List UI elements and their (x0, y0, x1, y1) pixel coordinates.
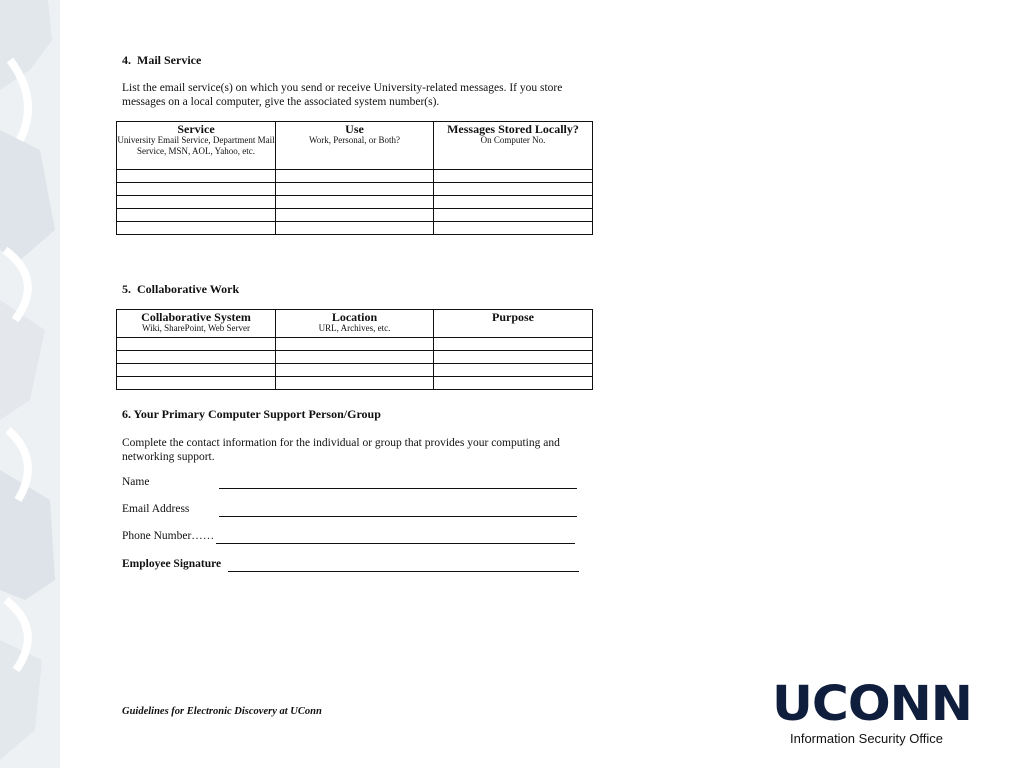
footer-note: Guidelines for Electronic Discovery at UConn (122, 706, 322, 717)
office-name: Information Security Office (790, 731, 943, 746)
phone-field[interactable] (216, 543, 575, 544)
uconn-logo: UCONN (772, 676, 972, 732)
collab-section-heading (122, 282, 239, 297)
col-location: Location URL, Archives, etc. (276, 310, 434, 338)
email-label: Email Address (122, 503, 190, 515)
col-use: Use Work, Personal, or Both? (276, 122, 434, 170)
mail-service-table (116, 121, 593, 235)
mail-section-number: 4. (122, 53, 131, 67)
mail-section-title: Mail Service (137, 53, 202, 67)
table-row (117, 183, 593, 196)
support-section-title: 6. Your Primary Computer Support Person/Group (122, 407, 381, 421)
signature-field[interactable] (228, 571, 579, 572)
col-service: Service University Email Service, Department Mail Service, MSN, AOL, Yahoo, etc. (117, 122, 276, 170)
col-collab-system: Collaborative System Wiki, SharePoint, Web Server (117, 310, 276, 338)
table-row (117, 377, 593, 390)
col-purpose: Purpose (434, 310, 593, 338)
name-field[interactable] (219, 488, 577, 489)
collaborative-work-table (116, 309, 593, 390)
table-row (117, 338, 593, 351)
table-row (117, 364, 593, 377)
table-row (117, 209, 593, 222)
table-header-row (117, 122, 593, 170)
collab-section-number: 5. (122, 282, 131, 296)
table-row (117, 170, 593, 183)
email-field[interactable] (219, 516, 577, 517)
table-row (117, 196, 593, 209)
table-row (117, 222, 593, 235)
collab-section-title: Collaborative Work (137, 282, 240, 296)
signature-label: Employee Signature (122, 558, 222, 570)
support-instructions: Complete the contact information for the individual or group that provides your computing and networking support. (122, 437, 560, 463)
mail-section-heading (122, 53, 201, 68)
table-row (117, 351, 593, 364)
phone-label: Phone Number…… (122, 530, 215, 542)
table-header-row (117, 310, 593, 338)
mail-instructions: List the email service(s) on which you send or receive University-related messages. If you store messages on a local computer, give the associated system number(s). (122, 82, 563, 108)
name-label: Name (122, 476, 150, 488)
col-stored-locally: Messages Stored Locally? On Computer No. (434, 122, 593, 170)
